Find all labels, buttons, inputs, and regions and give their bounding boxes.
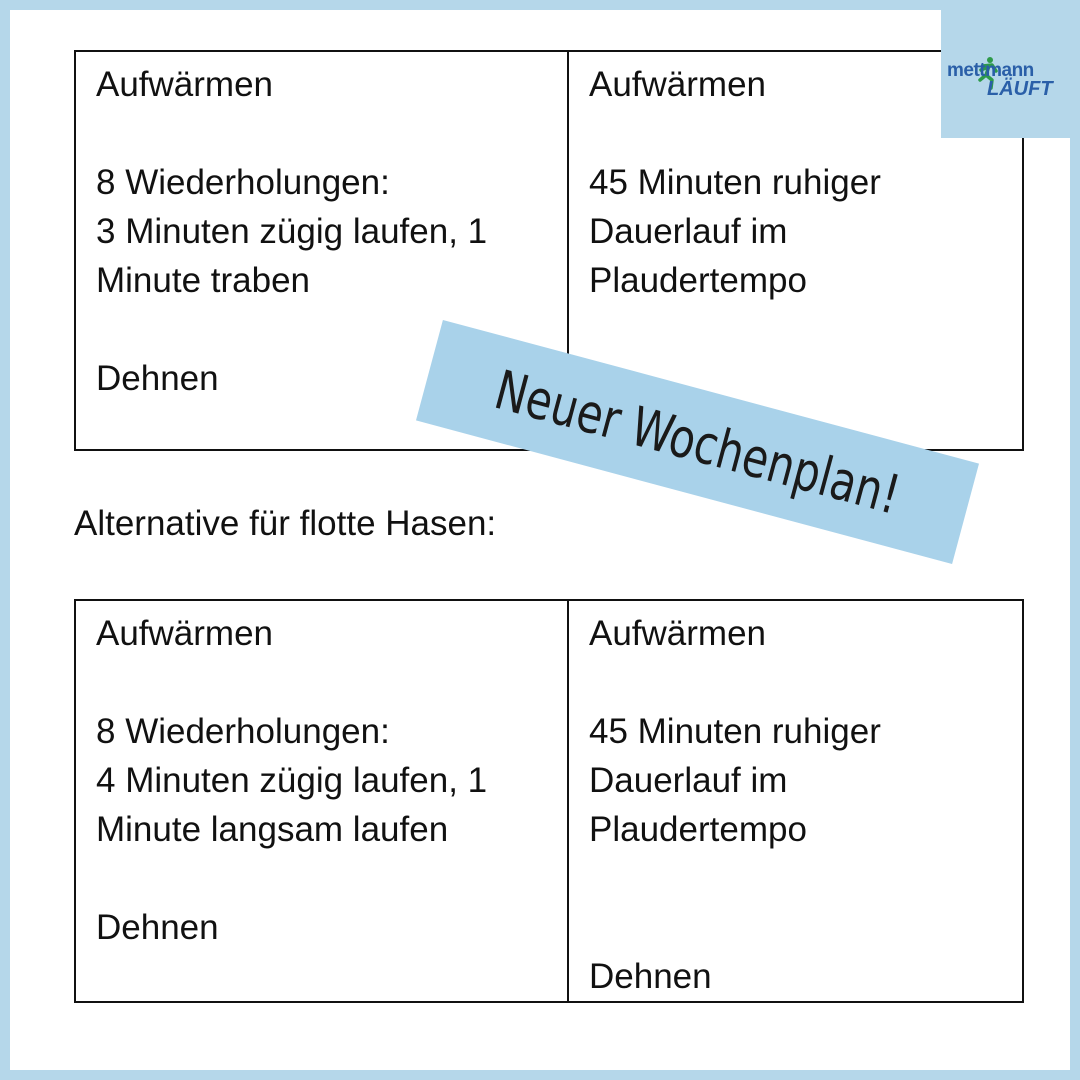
cell-line: Aufwärmen: [96, 614, 274, 653]
cell-line: Aufwärmen: [589, 65, 767, 104]
cell-line: Dehnen: [96, 359, 219, 398]
banner-text: Neuer Wochenplan!: [488, 357, 907, 527]
logo-bottom-text: LÄUFT: [987, 78, 1053, 100]
plan-page: [10, 10, 1070, 1070]
session-cell-day2: [568, 600, 1023, 1002]
club-logo: [941, 10, 1070, 138]
cell-line: 4 Minuten zügig laufen, 1: [96, 761, 488, 800]
cell-line: [96, 854, 567, 903]
session-cell-day1: [75, 600, 568, 1002]
cell-line: 45 Minuten ruhiger: [589, 712, 881, 751]
cell-line: 8 Wiederholungen:: [96, 712, 390, 751]
cell-line: [589, 658, 1022, 707]
cell-line: 8 Wiederholungen:: [96, 163, 390, 202]
cell-line: 45 Minuten ruhiger: [589, 163, 881, 202]
cell-line: Dauerlauf im: [589, 212, 788, 251]
cell-line: Dauerlauf im: [589, 761, 788, 800]
logo-top-text: mettmann: [947, 60, 1034, 81]
cell-line: Minute traben: [96, 261, 311, 300]
cell-line: [589, 903, 1022, 952]
cell-line: Plaudertempo: [589, 810, 807, 849]
table-row: [75, 600, 1023, 1002]
alternative-heading: Alternative für flotte Hasen:: [74, 504, 497, 543]
cell-line: Dehnen: [589, 957, 712, 996]
cell-line: [96, 109, 567, 158]
cell-line: Dehnen: [96, 908, 219, 947]
cell-line: [589, 854, 1022, 903]
alternative-plan-table: [74, 599, 1024, 1003]
cell-line: Plaudertempo: [589, 261, 807, 300]
cell-line: Minute langsam laufen: [96, 810, 449, 849]
cell-line: Aufwärmen: [96, 65, 274, 104]
cell-line: Aufwärmen: [589, 614, 767, 653]
cell-line: [96, 658, 567, 707]
cell-line: 3 Minuten zügig laufen, 1: [96, 212, 488, 251]
